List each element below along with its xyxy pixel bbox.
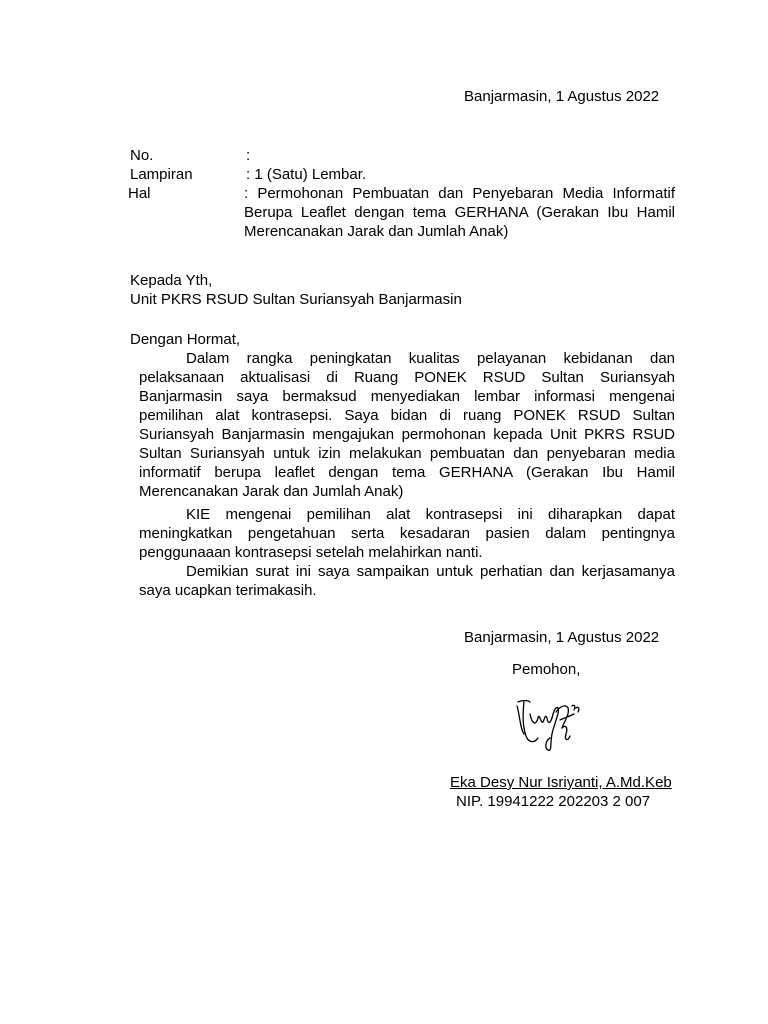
number-label: No. bbox=[130, 147, 154, 164]
number-value: : bbox=[246, 147, 251, 164]
body-paragraph-1 bbox=[139, 349, 675, 501]
body-paragraph-2 bbox=[139, 505, 675, 562]
paragraph-line: meningkatkan pengetahuan serta kesadaran pasien dalam pentingnya bbox=[139, 525, 675, 542]
applicant-role: Pemohon, bbox=[512, 661, 581, 678]
body-paragraph-3 bbox=[139, 562, 675, 600]
applicant-name: Eka Desy Nur Isriyanti, A.Md.Keb bbox=[450, 774, 672, 791]
attachment-value: : 1 (Satu) Lembar. bbox=[246, 166, 367, 183]
greeting: Dengan Hormat, bbox=[130, 331, 241, 348]
signature-image bbox=[512, 694, 586, 756]
paragraph-line: pelaksanaan aktualisasi di Ruang PONEK RSUD Sultan Suriansyah bbox=[139, 369, 675, 386]
attachment-label: Lampiran bbox=[130, 166, 193, 183]
applicant-nip: NIP. 19941222 202203 2 007 bbox=[456, 793, 651, 810]
recipient-unit: Unit PKRS RSUD Sultan Suriansyah Banjarmasin bbox=[130, 291, 462, 308]
paragraph-line: pemilihan alat kontrasepsi. Saya bidan di ruang PONEK RSUD Sultan bbox=[139, 407, 675, 424]
paragraph-line: Suriansyah Banjarmasin mengajukan permohonan kepada Unit PKRS RSUD bbox=[139, 426, 675, 443]
paragraph-line: Merencanakan Jarak dan Jumlah Anak) bbox=[139, 483, 404, 500]
paragraph-line: penggunaaan kontrasepsi setelah melahirkan nanti. bbox=[139, 544, 483, 561]
paragraph-line: saya ucapkan terimakasih. bbox=[139, 582, 317, 599]
paragraph-line: KIE mengenai pemilihan alat kontrasepsi ini diharapkan dapat bbox=[186, 506, 675, 523]
closing-date: Banjarmasin, 1 Agustus 2022 bbox=[464, 629, 660, 646]
subject-line: Merencanakan Jarak dan Jumlah Anak) bbox=[244, 223, 509, 240]
subject-label: Hal bbox=[128, 185, 151, 202]
letter-date: Banjarmasin, 1 Agustus 2022 bbox=[464, 88, 660, 105]
subject-line: : Permohonan Pembuatan dan Penyebaran Media Informatif bbox=[244, 185, 675, 202]
paragraph-line: Demikian surat ini saya sampaikan untuk perhatian dan kerjasamanya bbox=[186, 563, 675, 580]
recipient-salutation: Kepada Yth, bbox=[130, 272, 213, 289]
subject-line: Berupa Leaflet dengan tema GERHANA (Gerakan Ibu Hamil bbox=[244, 204, 675, 221]
paragraph-line: informatif berupa leaflet dengan tema GERHANA (Gerakan Ibu Hamil bbox=[139, 464, 675, 481]
paragraph-line: Sultan Suriansyah untuk izin melakukan pembuatan dan penyebaran media bbox=[139, 445, 675, 462]
paragraph-line: Dalam rangka peningkatan kualitas pelayanan kebidanan dan bbox=[186, 350, 675, 367]
subject-value bbox=[244, 184, 675, 241]
paragraph-line: Banjarmasin saya bermaksud menyediakan lembar informasi mengenai bbox=[139, 388, 675, 405]
